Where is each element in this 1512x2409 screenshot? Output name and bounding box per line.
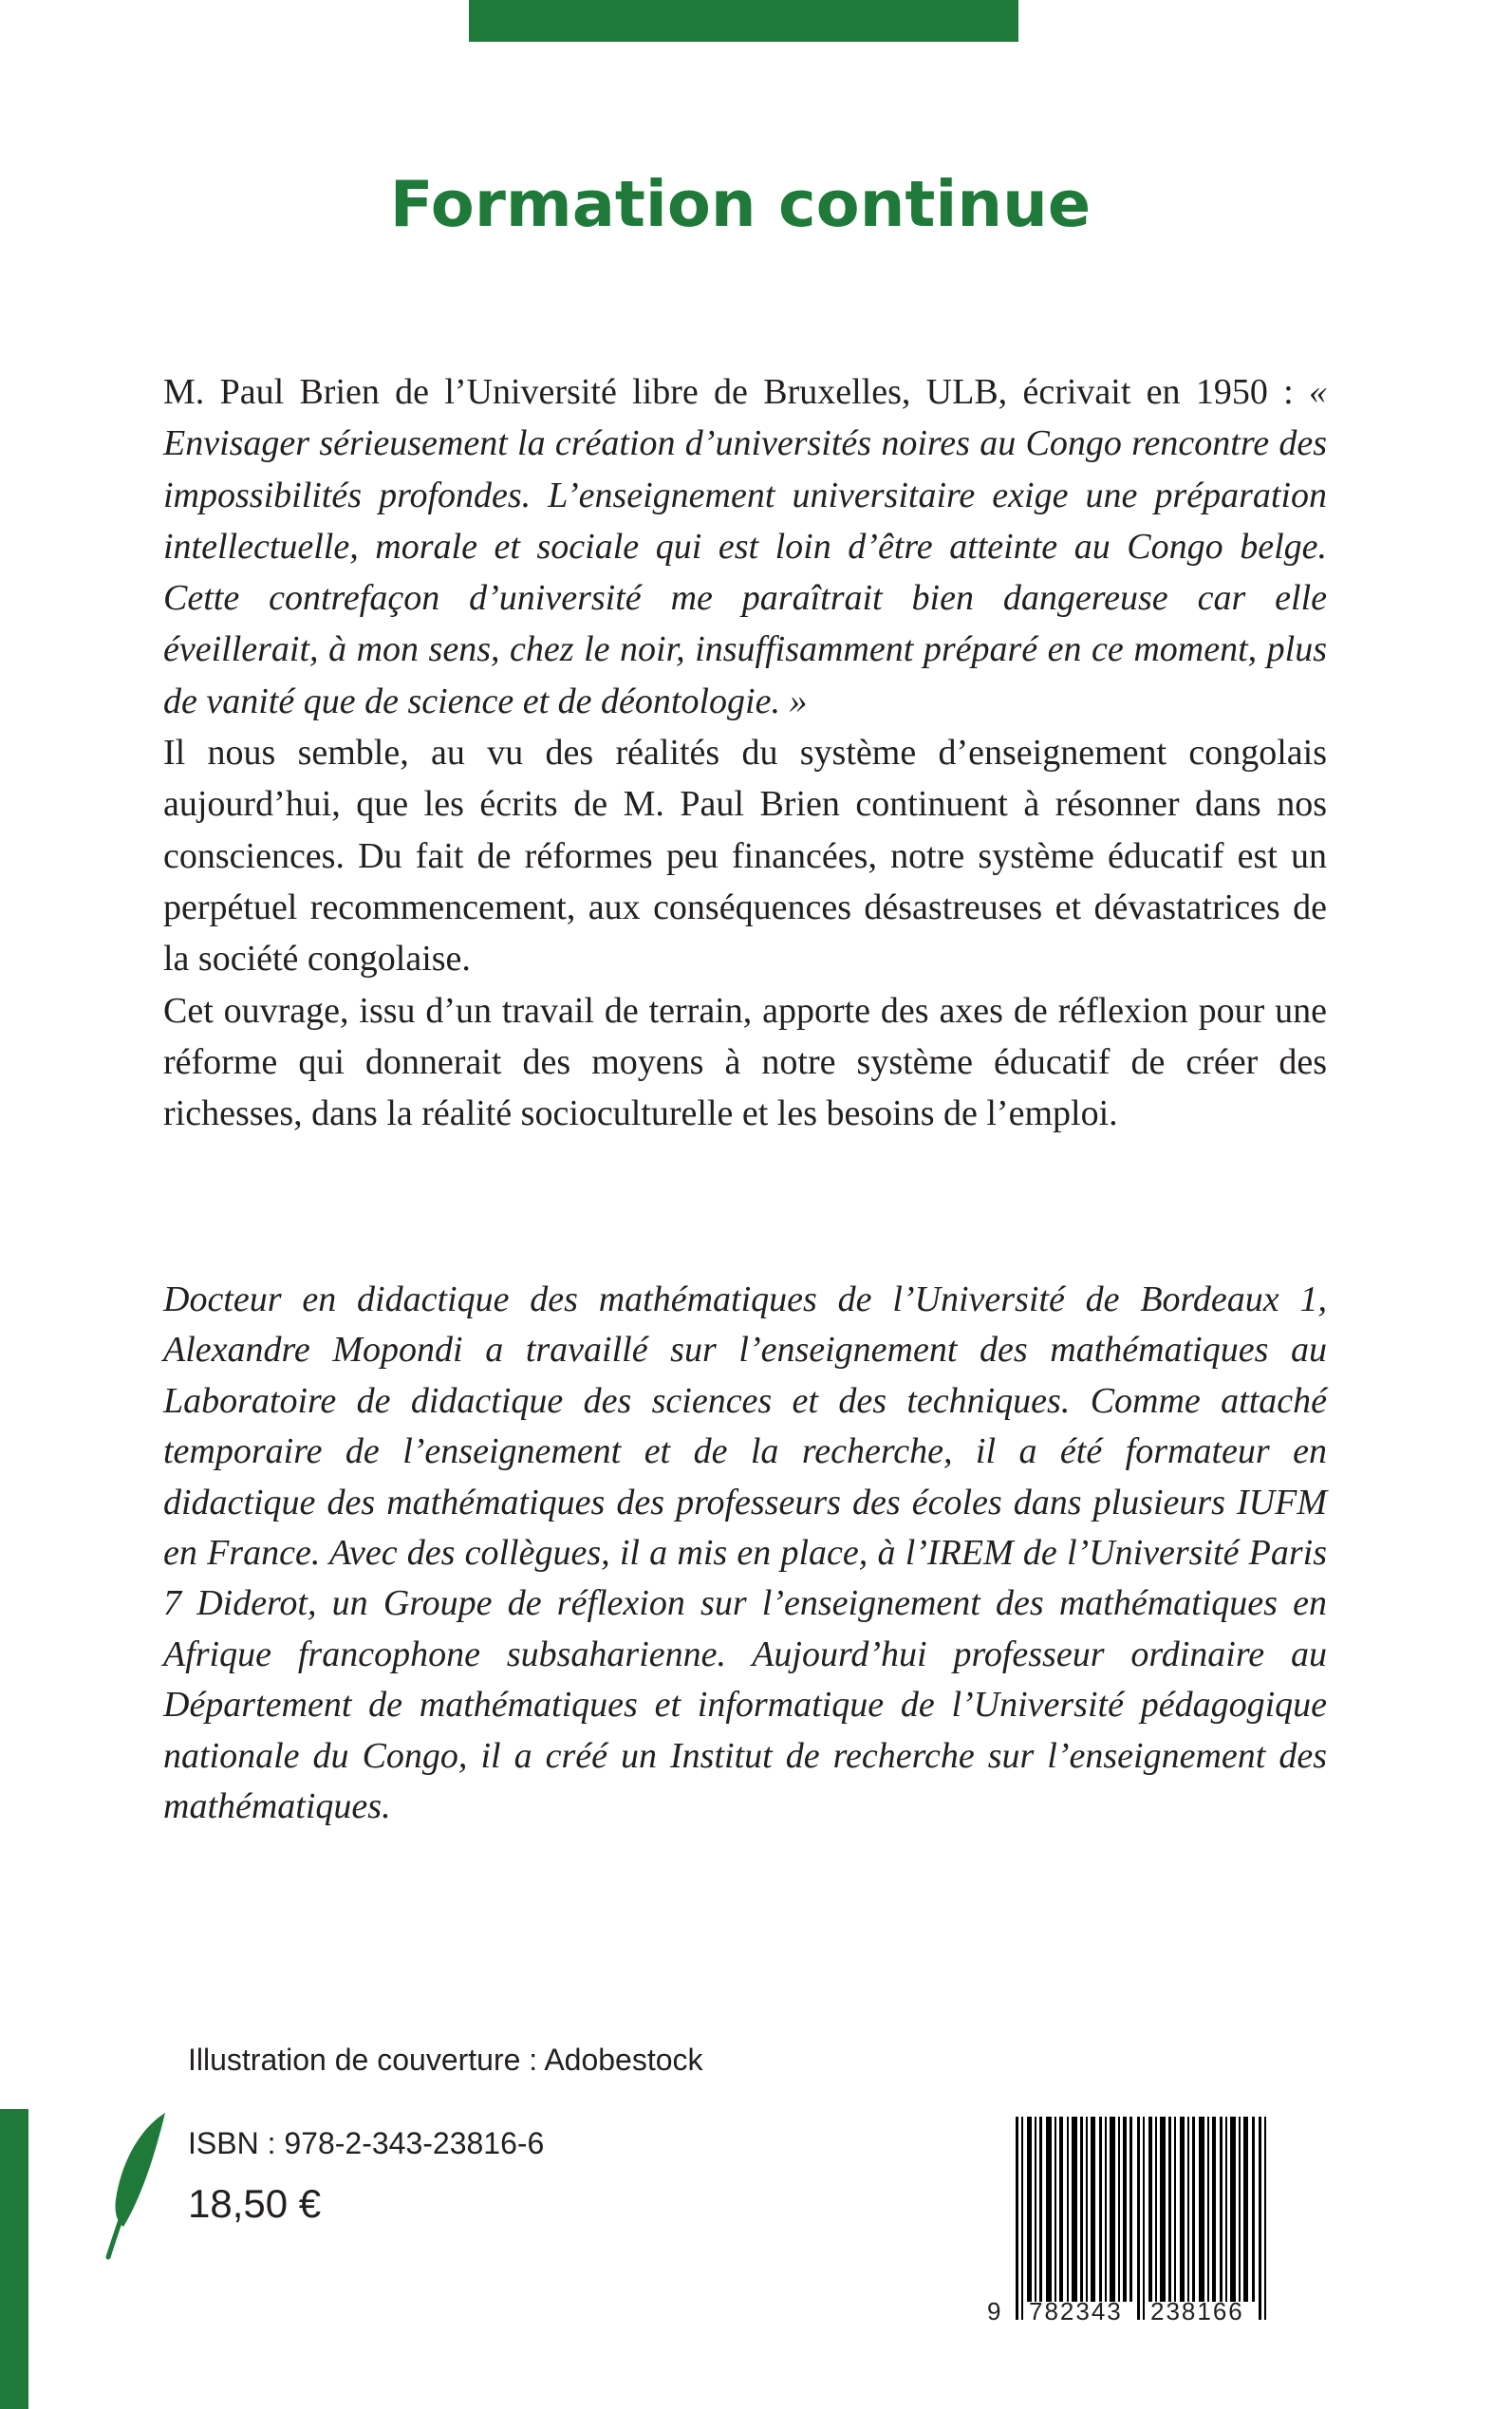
- barcode-group-2: 238166: [1150, 2297, 1244, 2325]
- price: 18,50 €: [188, 2181, 322, 2226]
- isbn: ISBN : 978-2-343-23816-6: [188, 2126, 545, 2160]
- left-green-band: [0, 2109, 28, 2409]
- back-cover-blurb: [163, 366, 1327, 1139]
- blurb-quote: « Envisager sérieusement la création d’universités noires au Congo rencontre des impossibilités profondes. L’enseignement universitaire exige une préparation intellectuelle, morale et sociale qui est loin d’être atteinte au Congo belge. Cette contrefaçon d’université me paraîtrait bien dangereuse car elle éveillerait, à mon sens, chez le noir, insuffisamment préparé en ce moment, plus de vanité que de science et de déontologie. »: [163, 372, 1327, 721]
- book-title: Formation continue: [389, 167, 1092, 241]
- blurb-intro: M. Paul Brien de l’Université libre de Bruxelles, ULB, écrivait en 1950 :: [163, 372, 1309, 412]
- blurb-paragraph-2: Il nous semble, au vu des réalités du système d’enseignement congolais aujourd’hui, que les écrits de M. Paul Brien continuent à résonner dans nos consciences. Du fait de réformes peu financées, notre système éducatif est un perpétuel recommencement, aux conséquences désastreuses et dévastatrices de la société congolaise.: [163, 733, 1327, 980]
- barcode-group-1: 782343: [1029, 2297, 1123, 2325]
- author-bio: Docteur en didactique des mathématiques de l’Université de Bordeaux 1, Alexandre Mopondi a travaillé sur l’enseignement des mathématiques au Laboratoire de didactique des sciences et des techniques. Comme attaché temporaire de l’enseignement et de la recherche, il a été formateur en didactique des mathématiques des professeurs des écoles dans plusieurs IUFM en France. Avec des collègues, il a mis en place, à l’IREM de l’Université Paris 7 Diderot, un Groupe de réflexion sur l’enseignement des mathématiques en Afrique francophone subsaharienne. Aujourd’hui professeur ordinaire au Département de mathématiques et informatique de l’Université pédagogique nationale du Congo, il a créé un Institut de recherche sur l’enseignement des mathématiques.: [163, 1279, 1327, 1827]
- top-green-band: [469, 0, 1018, 42]
- barcode-first-digit: 9: [987, 2297, 1001, 2325]
- blurb-paragraph-1: [163, 366, 1327, 727]
- feather-icon: [103, 2109, 169, 2261]
- illustration-credit: Illustration de couverture : Adobestock: [188, 2043, 703, 2077]
- blurb-paragraph-3: Cet ouvrage, issu d’un travail de terrain, apporte des axes de réflexion pour une réforme qui donnerait des moyens à notre système éducatif de créer des richesses, dans la réalité socioculturelle et les besoins de l’emploi.: [163, 990, 1327, 1134]
